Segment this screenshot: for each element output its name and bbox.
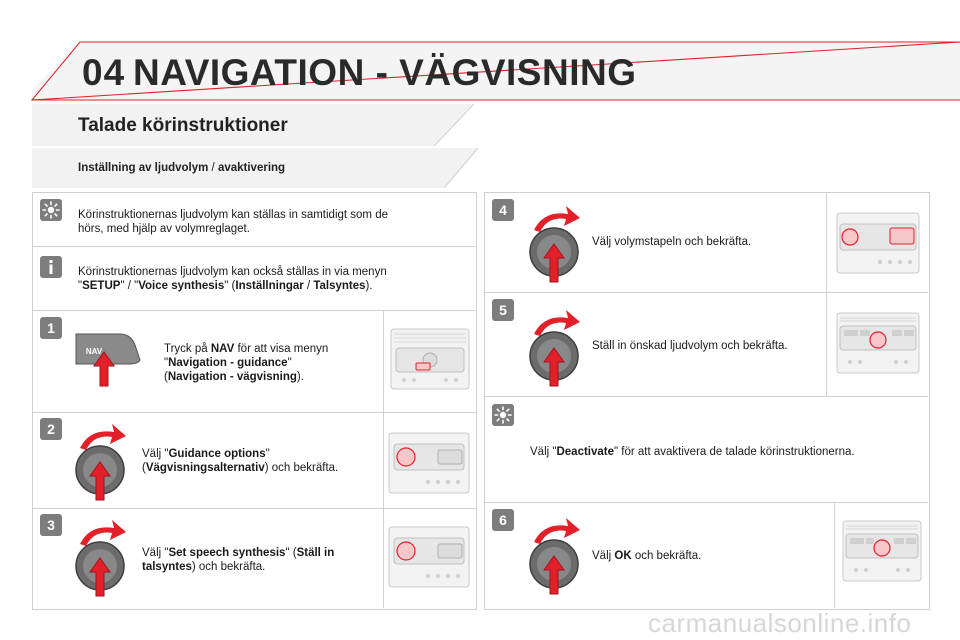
info-icon: [40, 256, 62, 278]
step-badge-6: [492, 509, 514, 531]
dial-knob-icon: [70, 516, 130, 598]
tip-icon: [40, 199, 62, 221]
svg-text:4: 4: [499, 202, 507, 218]
divider: [383, 311, 384, 608]
step-2-text: Välj "Guidance options" (Vägvisningsalternativ) och bekräfta.: [142, 448, 339, 474]
divider: [826, 193, 827, 396]
svg-text:2: 2: [47, 421, 55, 437]
dial-knob-icon: [524, 306, 584, 388]
svg-text:3: 3: [47, 517, 55, 533]
divider: [485, 396, 928, 397]
radio-panel-illustration: [390, 328, 470, 390]
info-text: Körinstruktionernas ljudvolym kan också ställas in via menyn "SETUP" / "Voice synthesis" (Inställningar / Talsyntes).: [78, 266, 387, 292]
step-4-text: Välj volymstapeln och bekräfta.: [592, 236, 752, 248]
divider: [485, 502, 928, 503]
watermark: carmanualsonline.info: [648, 608, 912, 638]
divider: [485, 292, 928, 293]
dial-knob-icon: [70, 420, 130, 502]
svg-text:5: 5: [499, 302, 507, 318]
tip-text: Körinstruktionernas ljudvolym kan ställas in samtidigt som de hörs, med hjälp av volymreglaget.: [78, 209, 388, 235]
nav-button-icon: [72, 330, 144, 388]
step-badge-3: [40, 514, 62, 536]
chapter-number: 04: [82, 52, 126, 93]
divider: [33, 412, 476, 413]
divider: [834, 503, 835, 608]
radio-panel-illustration: [836, 212, 920, 274]
step-3-text: Välj "Set speech synthesis" (Ställ in talsyntes) och bekräfta.: [142, 547, 335, 573]
subtitle: Inställning av ljudvolym / avaktivering: [78, 162, 286, 174]
radio-panel-illustration: [388, 432, 470, 494]
svg-text:6: 6: [499, 512, 507, 528]
radio-panel-illustration: [388, 526, 470, 588]
divider: [33, 246, 476, 247]
chapter-title: NAVIGATION - VÄGVISNING: [133, 52, 637, 93]
divider: [33, 310, 476, 311]
radio-panel-illustration: [836, 312, 920, 374]
radio-panel-illustration: [842, 520, 922, 582]
tip-icon: [492, 404, 514, 426]
step-badge-2: [40, 418, 62, 440]
deactivate-tip-text: Välj "Deactivate" för att avaktivera de talade körinstruktionerna.: [530, 446, 855, 458]
step-5-text: Ställ in önskad ljudvolym och bekräfta.: [592, 340, 788, 352]
step-6-text: Välj OK och bekräfta.: [592, 550, 702, 562]
divider: [33, 508, 476, 509]
dial-knob-icon: [524, 202, 584, 284]
step-badge-4: [492, 199, 514, 221]
step-badge-5: [492, 299, 514, 321]
step-badge-1: [40, 317, 62, 339]
section-title: Talade körinstruktioner: [78, 115, 288, 136]
svg-text:NAV: NAV: [85, 347, 103, 356]
step-1-text: Tryck på NAV för att visa menyn "Navigation - guidance" (Navigation - vägvisning).: [164, 343, 329, 383]
svg-text:1: 1: [47, 320, 55, 336]
dial-knob-icon: [524, 514, 584, 596]
